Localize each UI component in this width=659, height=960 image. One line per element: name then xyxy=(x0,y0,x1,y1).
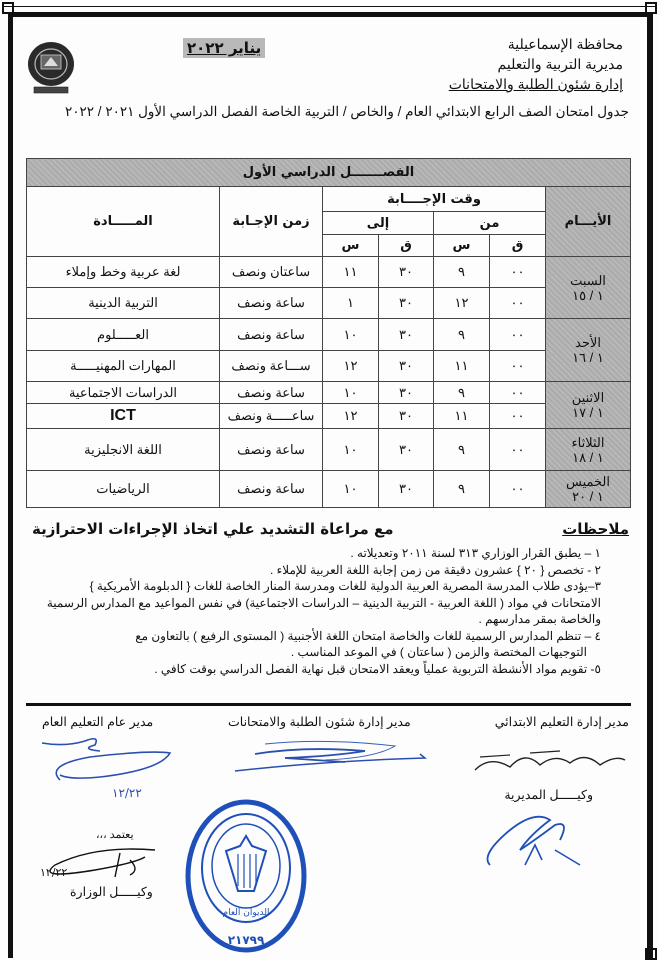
day-name: الأحد xyxy=(575,335,601,350)
col-header-to-hour: س xyxy=(323,235,379,257)
from-hour: ١١ xyxy=(434,351,490,382)
note-item: ٥- تقويم مواد الأنشطة التربوية عملياً ويعقد الامتحان قبل نهاية الفصل الدراسي بوقت كافي . xyxy=(154,661,601,676)
signature-label-ministry-deputy: وكيـــــل الوزارة xyxy=(70,885,153,899)
from-minute: ٠٠ xyxy=(490,429,546,471)
note-item: التوجيهات المختصة والزمن ( ساعتان ) في الموعد المناسب . xyxy=(290,645,587,659)
subject: اللغة الانجليزية xyxy=(27,429,220,471)
general-director-signature-date: ١٢/٢٢ xyxy=(112,786,142,800)
col-header-to-minute: ق xyxy=(379,235,434,257)
from-minute: ٠٠ xyxy=(490,404,546,429)
to-minute: ٣٠ xyxy=(379,429,434,471)
stamp-number: ٢١٧٩٩ xyxy=(227,933,265,947)
duration: ساعتان ونصف xyxy=(220,257,323,288)
table-row xyxy=(27,471,631,508)
col-header-subject: المـــــادة xyxy=(27,187,220,257)
primary-director-signature xyxy=(470,745,630,780)
from-hour: ٩ xyxy=(434,257,490,288)
table-row xyxy=(27,351,631,382)
from-hour: ١٢ xyxy=(434,288,490,319)
col-header-from-minute: ق xyxy=(490,235,546,257)
to-minute: ٣٠ xyxy=(379,319,434,351)
note-item: ٢ - تخصص { ٢٠ } عشرون دقيقة من زمن إجابة اللغة العربية للإملاء . xyxy=(270,562,601,577)
subject: لغة عربية وخط وإملاء xyxy=(27,257,220,288)
day-name: الاثنين xyxy=(571,390,605,405)
approval-label: يعتمد ،،، xyxy=(96,829,134,841)
table-row xyxy=(27,404,631,429)
duration: ساعة ونصف xyxy=(220,382,323,404)
signature-label-general-director: مدير عام التعليم العام xyxy=(42,715,154,729)
from-hour: ٩ xyxy=(434,429,490,471)
notes-list xyxy=(23,545,623,677)
education-ministry-emblem-icon xyxy=(26,40,76,96)
duration: ساعة ونصف xyxy=(220,429,323,471)
from-minute: ٠٠ xyxy=(490,382,546,404)
col-header-from-hour: س xyxy=(434,235,490,257)
ministry-deputy-signature-date: ١٢/٢٢ xyxy=(40,866,68,879)
to-hour: ١١ xyxy=(323,257,379,288)
from-hour: ٩ xyxy=(434,471,490,508)
duration: ساعة ونصف xyxy=(220,471,323,508)
day-date: ١ / ٢٠ xyxy=(572,489,604,504)
to-minute: ٣٠ xyxy=(379,257,434,288)
duration: ســـاعة ونصف xyxy=(220,351,323,382)
col-header-days: الأيـــام xyxy=(546,187,631,257)
from-hour: ٩ xyxy=(434,382,490,404)
day-cell xyxy=(546,382,631,429)
duration: ساعة ونصف xyxy=(220,319,323,351)
official-eagle-stamp-icon xyxy=(182,796,310,956)
signature-divider xyxy=(26,703,631,706)
stamp-text: الديوان العام xyxy=(222,908,270,918)
day-date: ١ / ١٥ xyxy=(572,287,604,303)
to-hour: ١٠ xyxy=(323,382,379,404)
border-corner-ornament xyxy=(645,948,657,960)
exams-director-signature xyxy=(225,736,435,776)
note-item: ١ – يطبق القرار الوزاري ٣١٣ لسنة ٢٠١١ وتعديلاته . xyxy=(350,546,601,560)
col-header-duration: زمن الإجـابة xyxy=(220,187,323,257)
from-minute: ٠٠ xyxy=(490,288,546,319)
from-minute: ٠٠ xyxy=(490,257,546,288)
to-minute: ٣٠ xyxy=(379,351,434,382)
note-item: الامتحانات في مواد ( اللغة العربية - التربية الدينية – الدراسات الاجتماعية) في نفس المواعيد مع المدارس الرسمية xyxy=(46,595,601,610)
signature-label-exams-director: مدير إدارة شئون الطلبة والامتحانات xyxy=(228,715,411,729)
from-hour: ٩ xyxy=(434,319,490,351)
to-hour: ١٠ xyxy=(323,429,379,471)
to-minute: ٣٠ xyxy=(379,404,434,429)
from-minute: ٠٠ xyxy=(490,471,546,508)
term-title: الفصـــــــل الدراسي الأول xyxy=(27,159,631,187)
subject: الدراسات الاجتماعية xyxy=(27,382,220,404)
to-hour: ١ xyxy=(323,288,379,319)
to-hour: ١٢ xyxy=(323,351,379,382)
from-minute: ٠٠ xyxy=(490,319,546,351)
day-cell xyxy=(546,319,631,382)
to-minute: ٣٠ xyxy=(379,382,434,404)
note-item: ٤ – تنظم المدارس الرسمية للغات والخاصة امتحان اللغة الأجنبية ( المستوى الرفيع ) بالتعاون مع xyxy=(135,628,601,643)
table-row xyxy=(27,288,631,319)
table-row xyxy=(27,257,631,288)
duration: ساعـــــة ونصف xyxy=(220,404,323,429)
exam-schedule-title: جدول امتحان الصف الرابع الابتدائي العام / والخاص / التربية الخاصة الفصل الدراسي الأول ٢٠٢١ / ٢٠٢٢ xyxy=(65,104,629,119)
document-date: يناير ٢٠٢٢ xyxy=(183,38,265,58)
subject: المهارات المهنيـــــة xyxy=(27,351,220,382)
duration: ساعة ونصف xyxy=(220,288,323,319)
to-hour: ١٢ xyxy=(323,404,379,429)
table-row xyxy=(27,429,631,471)
day-name: الثلاثاء xyxy=(571,434,605,450)
day-date: ١ / ١٦ xyxy=(572,350,604,365)
day-name: السبت xyxy=(570,272,606,288)
subject: ICT xyxy=(27,404,220,429)
subject: الرياضيات xyxy=(27,471,220,508)
border-corner-ornament xyxy=(645,2,657,14)
from-minute: ٠٠ xyxy=(490,351,546,382)
letterhead xyxy=(449,34,623,94)
signature-label-primary-director: مدير إدارة التعليم الابتدائي xyxy=(494,715,629,729)
col-header-from: من xyxy=(434,212,546,235)
notes-emphasis: مع مراعاة التشديد علي اتخاذ الإجراءات الاحترازية xyxy=(32,520,394,538)
day-name: الخميس xyxy=(566,474,610,489)
note-item: والخاصة بمقر مدارسهم . xyxy=(478,612,601,626)
to-minute: ٣٠ xyxy=(379,471,434,508)
exam-schedule-table xyxy=(26,158,631,508)
directorate-deputy-signature xyxy=(480,805,590,870)
to-minute: ٣٠ xyxy=(379,288,434,319)
col-header-answer-time: وقت الإجــــابة xyxy=(323,187,546,212)
day-date: ١ / ١٨ xyxy=(572,449,604,465)
to-hour: ١٠ xyxy=(323,319,379,351)
directorate-name: مديرية التربية والتعليم xyxy=(497,56,623,72)
day-cell xyxy=(546,257,631,319)
day-date: ١ / ١٧ xyxy=(572,405,604,420)
table-row xyxy=(27,319,631,351)
general-director-signature xyxy=(40,735,180,785)
table-row xyxy=(27,382,631,404)
border-corner-ornament xyxy=(2,2,14,14)
signature-label-directorate-deputy: وكيـــــل المديرية xyxy=(504,788,593,802)
to-hour: ١٠ xyxy=(323,471,379,508)
day-cell xyxy=(546,471,631,508)
subject: العـــــلوم xyxy=(27,319,220,351)
notes-title: ملاحظات xyxy=(562,520,629,538)
from-hour: ١١ xyxy=(434,404,490,429)
page-border-line xyxy=(2,6,657,7)
day-cell xyxy=(546,429,631,471)
note-item: ٣–يؤدى طلاب المدرسة المصرية العربية الدولية للغات ومدرسة المنار الخاصة للغات { الدبلومة الأمريكية } xyxy=(89,579,601,593)
governorate-name: محافظة الإسماعيلية xyxy=(507,36,623,52)
subject: التربية الدينية xyxy=(27,288,220,319)
department-name: إدارة شئون الطلبة والامتحانات xyxy=(448,76,623,92)
col-header-to: إلى xyxy=(323,212,434,235)
